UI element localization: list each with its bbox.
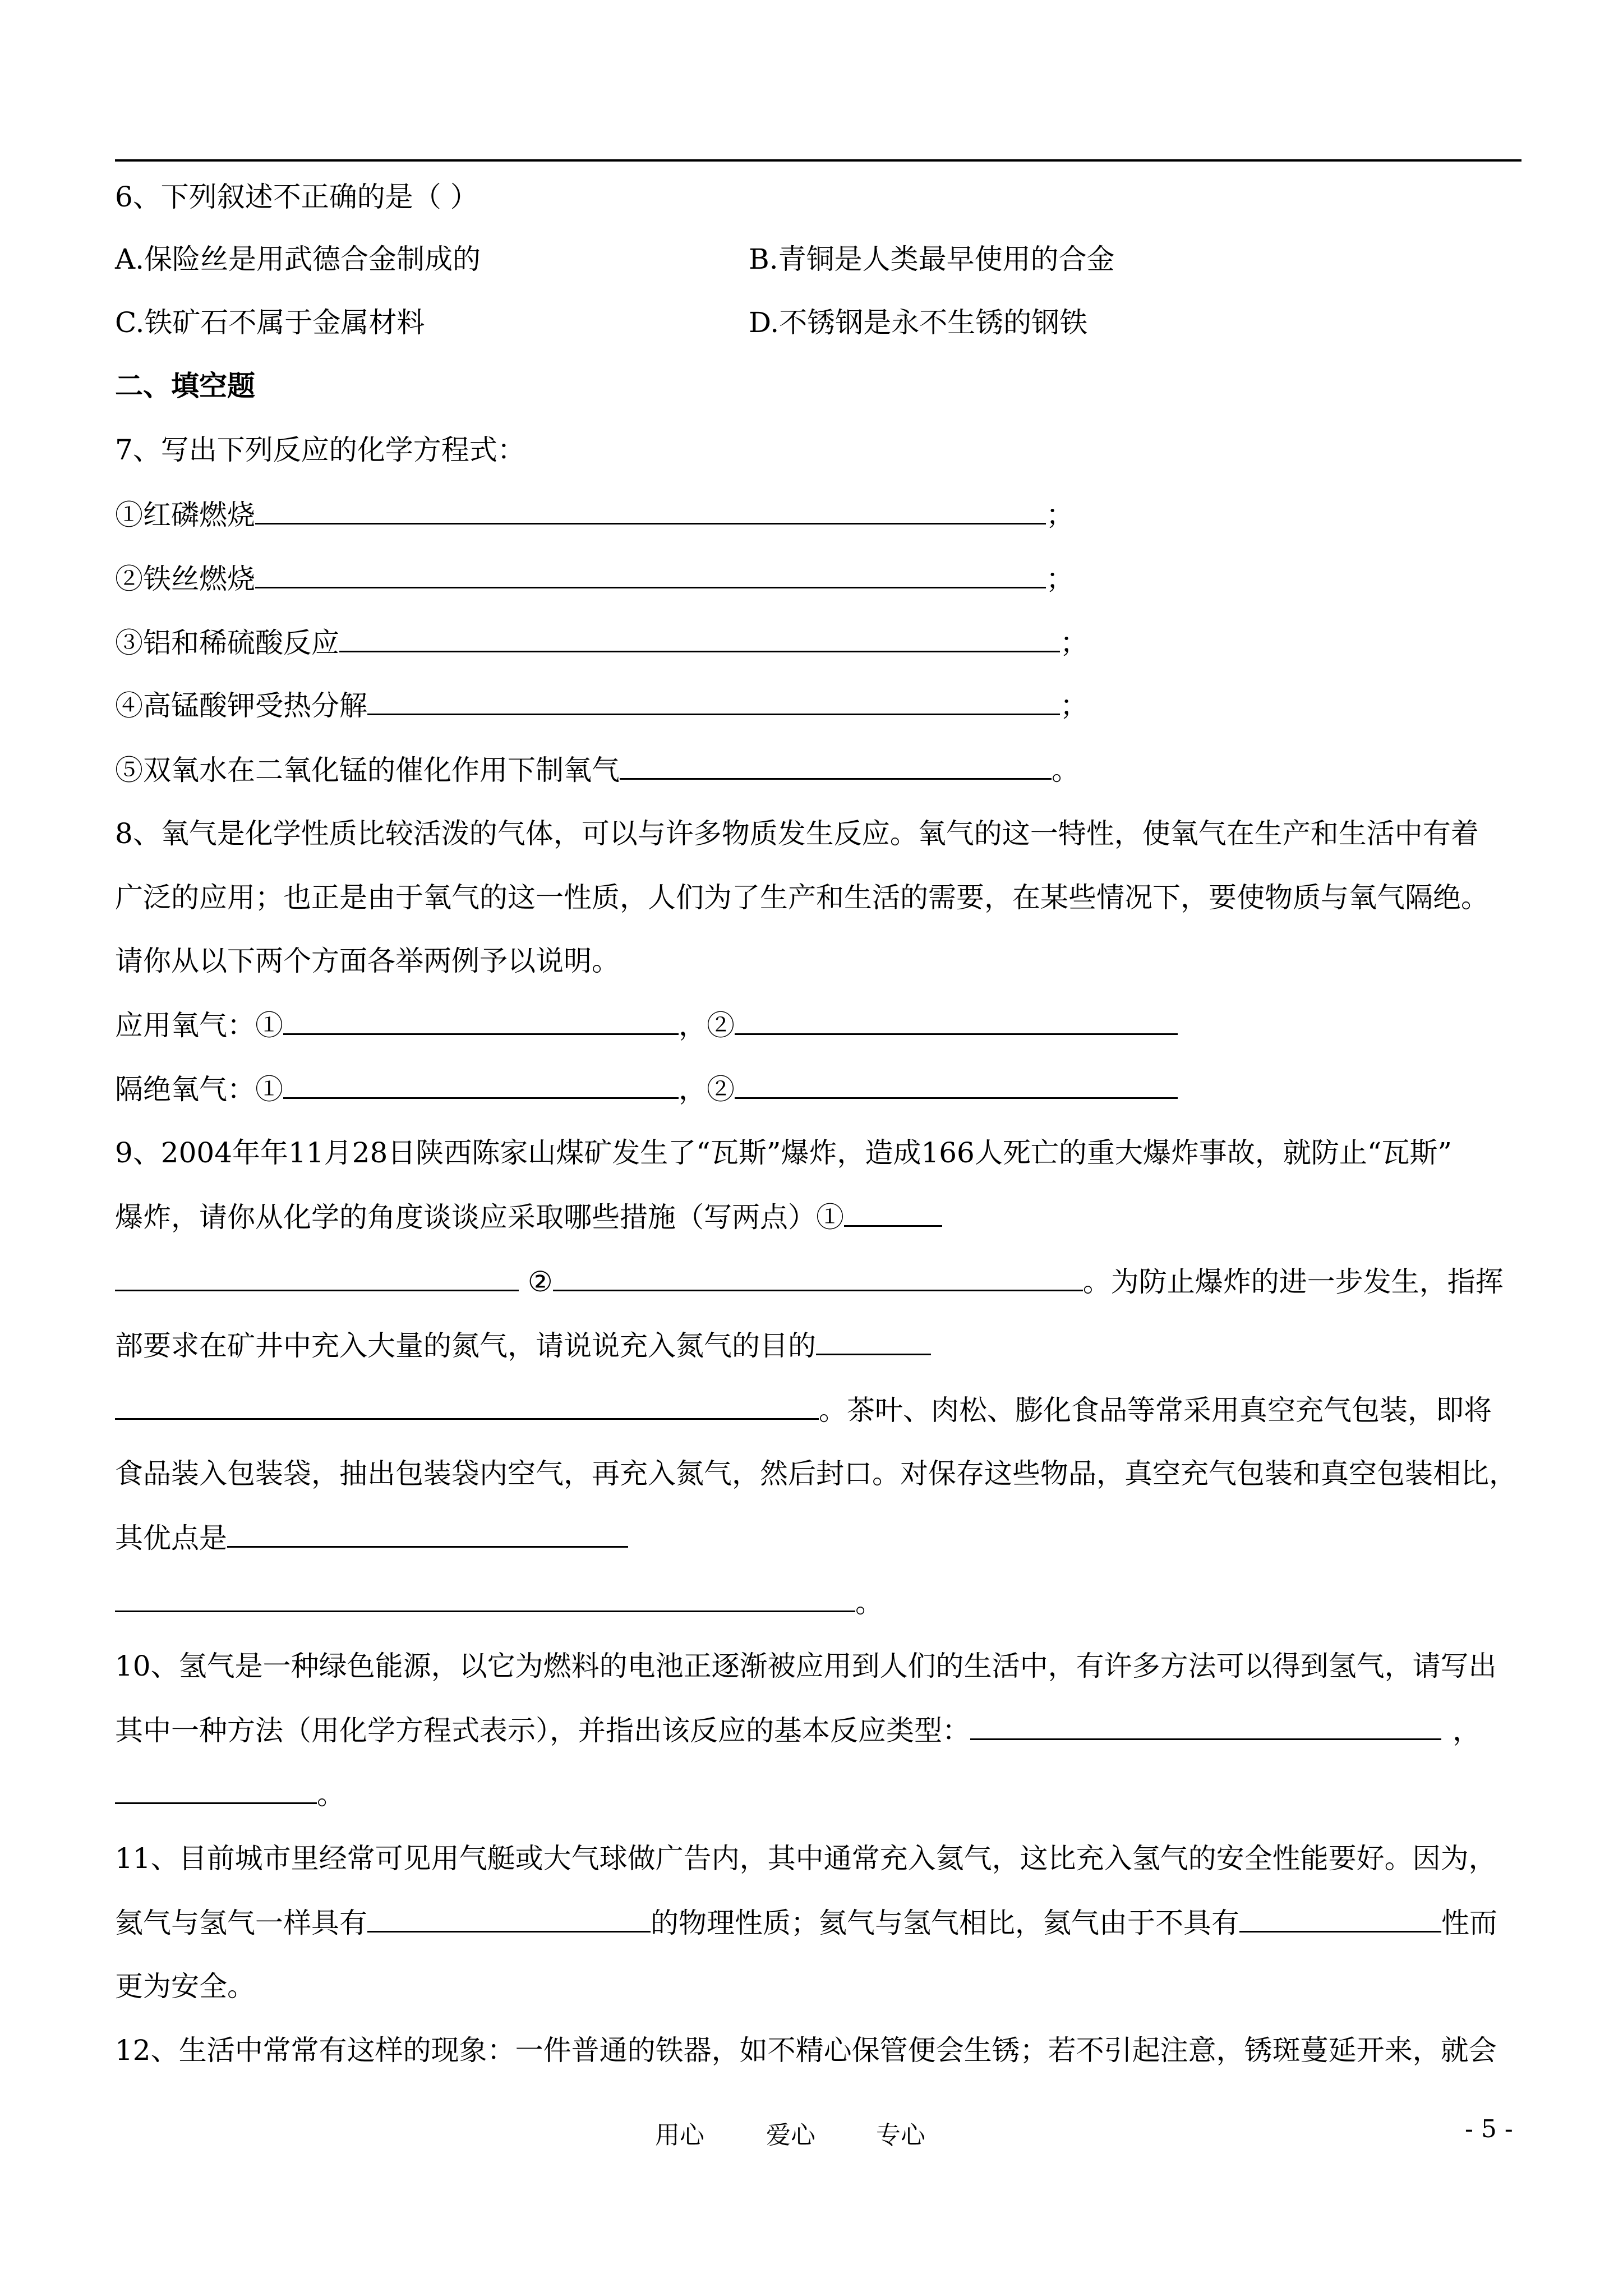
q8-separator: ，②	[679, 1009, 735, 1042]
q11-physical-property-blank[interactable]	[367, 1903, 651, 1932]
q7-item-2-label: ②铁丝燃烧	[115, 563, 255, 595]
q11-text-line-1: 11、目前城市里经常可见用气艇或大气球做广告内，其中通常充入氦气，这比充入氢气的安全性能要好。因为，	[115, 1842, 1497, 1875]
q9-text-line-3	[115, 1262, 1504, 1301]
semicolon: ；	[1046, 499, 1074, 531]
q7-item-2	[115, 559, 1074, 598]
footer-motto-3: 专心	[876, 2121, 925, 2150]
section-title-fill-blank: 二、填空题	[115, 370, 255, 402]
q9-text-line-1: 9、2004年年11月28日陕西陈家山煤矿发生了“瓦斯”爆炸，造成166人死亡的重大爆炸事故，就防止“瓦斯”	[115, 1137, 1452, 1169]
q9-text-line-7-label: 其优点是	[115, 1522, 227, 1554]
q10-text-line-1: 10、氢气是一种绿色能源，以它为燃料的电池正逐渐被应用到人们的生活中，有许多方法可以得到氢气，请写出	[115, 1650, 1497, 1682]
q10-reaction-type-blank[interactable]	[115, 1774, 317, 1804]
q9-marker-2: ②	[519, 1266, 553, 1298]
q10-equation-blank[interactable]	[970, 1710, 1441, 1740]
q9-text-line-5	[115, 1390, 1492, 1429]
q8-separator: ，②	[679, 1073, 735, 1106]
q8-apply-label: 应用氧气：①	[115, 1009, 283, 1042]
q7-item-5-label: ⑤双氧水在二氧化锰的催化作用下制氧气	[115, 754, 620, 786]
q11-text-line-3: 更为安全。	[115, 1970, 255, 2003]
q9-text-line-7	[115, 1518, 628, 1557]
q9-measure-blank-1[interactable]	[844, 1197, 942, 1227]
q7-item-5	[115, 750, 1080, 789]
q9-advantage-blank-cont[interactable]	[115, 1582, 855, 1612]
period: 。	[317, 1778, 345, 1811]
q6-options-row2	[115, 303, 1517, 342]
q6-option-a[interactable]: A.保险丝是用武德合金制成的	[115, 243, 481, 275]
q6-stem: 6、下列叙述不正确的是（ ）	[115, 181, 478, 213]
q9-text-line-2	[115, 1197, 942, 1236]
q8-text-line-1: 8、氧气是化学性质比较活泼的气体，可以与许多物质发生反应。氧气的这一特性，使氧气在生产和生活中有着	[115, 817, 1479, 850]
q7-answer-blank-3[interactable]	[339, 623, 1060, 652]
semicolon: ；	[1060, 689, 1088, 722]
q9-text-line-4	[115, 1326, 931, 1365]
footer-motto-2: 爱心	[766, 2121, 815, 2150]
q7-answer-blank-2[interactable]	[255, 559, 1046, 588]
q11-text-a: 氦气与氢气一样具有	[115, 1907, 367, 1939]
semicolon: ；	[1046, 563, 1074, 595]
q10-text-line-3	[115, 1774, 345, 1814]
q7-item-1	[115, 495, 1074, 534]
q6-option-b[interactable]: B.青铜是人类最早使用的合金	[749, 243, 1115, 275]
q9-purpose-blank-cont[interactable]	[115, 1390, 819, 1420]
q9-text-line-8	[115, 1582, 883, 1622]
q11-text-c: 性而	[1441, 1907, 1497, 1939]
q7-item-1-label: ①红磷燃烧	[115, 499, 255, 531]
comma: ，	[1453, 1714, 1481, 1747]
q9-text-line-3-tail: 。为防止爆炸的进一步发生，指挥	[1082, 1266, 1504, 1298]
q8-apply-blank-2[interactable]	[735, 1005, 1178, 1035]
q9-text-line-6: 食品装入包装袋，抽出包装袋内空气，再充入氮气，然后封口。对保存这些物品，真空充气包装和真空包装相比，	[115, 1457, 1517, 1490]
q8-isolate-oxygen	[115, 1069, 1178, 1108]
q6-options-row1	[115, 240, 1517, 279]
page-number: - 5 -	[1465, 2115, 1513, 2143]
q6-option-d[interactable]: D.不锈钢是永不生锈的钢铁	[749, 306, 1088, 339]
footer-motto-1: 用心	[655, 2121, 704, 2150]
q6-option-c[interactable]: C.铁矿石不属于金属材料	[115, 306, 425, 339]
q8-text-line-3: 请你从以下两个方面各举两例予以说明。	[115, 945, 620, 977]
q9-purpose-blank[interactable]	[816, 1326, 931, 1355]
q9-text-line-2-label: 爆炸，请你从化学的角度谈谈应采取哪些措施（写两点）①	[115, 1201, 844, 1234]
q7-item-4-label: ④高锰酸钾受热分解	[115, 689, 367, 722]
q9-text-line-4-label: 部要求在矿井中充入大量的氮气，请说说充入氮气的目的	[115, 1329, 816, 1362]
q8-isolate-label: 隔绝氧气：①	[115, 1073, 283, 1106]
q11-chemical-property-blank[interactable]	[1239, 1903, 1441, 1932]
q7-answer-blank-5[interactable]	[620, 750, 1052, 780]
q11-text-line-2	[115, 1903, 1497, 1942]
q7-item-4	[115, 685, 1088, 725]
q7-answer-blank-4[interactable]	[367, 685, 1060, 715]
q8-apply-blank-1[interactable]	[283, 1005, 679, 1035]
q9-measure-blank-1-cont[interactable]	[115, 1262, 519, 1291]
q12-text-line-1: 12、生活中常常有这样的现象：一件普通的铁器，如不精心保管便会生锈；若不引起注意，锈斑蔓延开来，就会	[115, 2034, 1497, 2067]
q7-item-3	[115, 623, 1088, 662]
q7-item-3-label: ③铝和稀硫酸反应	[115, 627, 339, 659]
q7-answer-blank-1[interactable]	[255, 495, 1046, 524]
q8-isolate-blank-2[interactable]	[735, 1069, 1178, 1099]
header-rule	[115, 159, 1521, 162]
q8-apply-oxygen	[115, 1005, 1178, 1045]
q11-text-b: 的物理性质；氦气与氢气相比，氦气由于不具有	[651, 1907, 1239, 1939]
q9-advantage-blank[interactable]	[227, 1518, 628, 1548]
q8-text-line-2: 广泛的应用；也正是由于氧气的这一性质，人们为了生产和生活的需要，在某些情况下，要使物质与氧气隔绝。	[115, 881, 1489, 914]
semicolon: ；	[1060, 627, 1088, 659]
q10-text-line-2-label: 其中一种方法（用化学方程式表示），并指出该反应的基本反应类型：	[115, 1714, 970, 1747]
q9-text-line-5-tail: 。茶叶、肉松、膨化食品等常采用真空充气包装，即将	[819, 1394, 1492, 1427]
q8-isolate-blank-1[interactable]	[283, 1069, 679, 1099]
q9-measure-blank-2[interactable]	[553, 1262, 1083, 1291]
period: 。	[855, 1586, 883, 1619]
q10-text-line-2	[115, 1710, 1481, 1750]
q7-stem: 7、写出下列反应的化学方程式：	[115, 434, 525, 466]
period: 。	[1052, 754, 1080, 786]
